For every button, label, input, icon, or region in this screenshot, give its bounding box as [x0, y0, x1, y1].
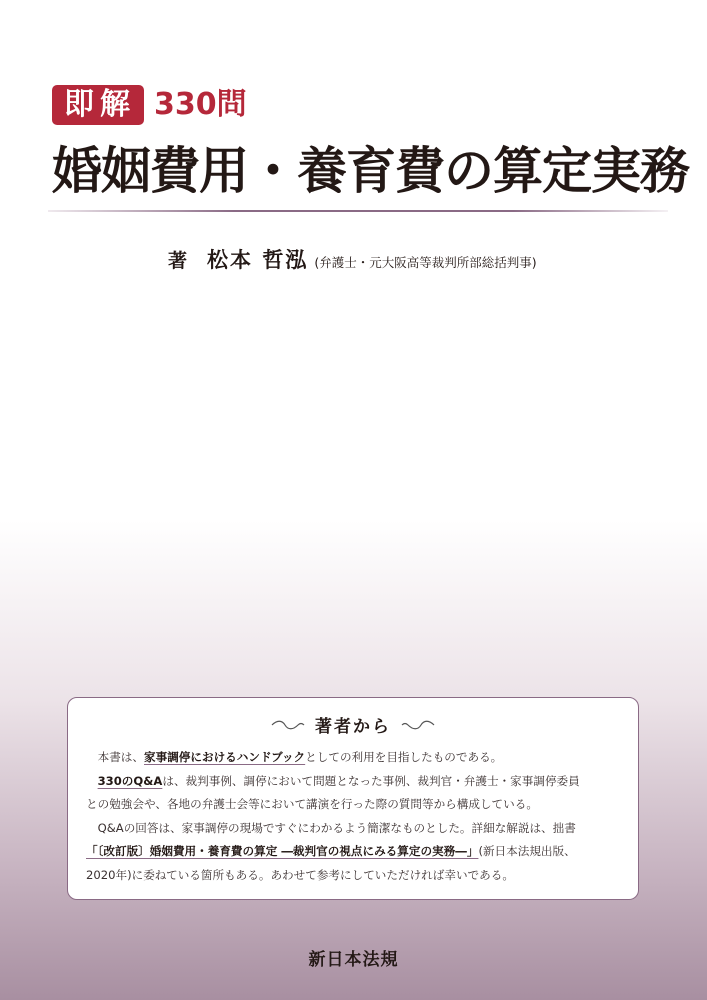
author-label: 著 [168, 250, 188, 272]
author-name: 松本 哲泓 [207, 248, 309, 272]
handbook-phrase: 家事調停におけるハンドブック [144, 750, 306, 764]
series-count: 330問 [154, 87, 247, 122]
message-line-3: との勉強会や、各地の弁護士会等において講演を行った際の質問等から構成している。 [86, 797, 538, 811]
message-line-1: 本書は、家事調停におけるハンドブックとしての利用を目指したものである。 [97, 750, 503, 764]
series-badge: 即解 [52, 85, 144, 125]
author-note: (弁護士・元大阪高等裁判所部総括判事) [314, 255, 537, 270]
message-line-2: 330のQ&Aは、裁判事例、調停において問題となった事例、裁判官・弁護士・家事調停委員 [97, 773, 580, 788]
message-line-5: 「〔改訂版〕婚姻費用・養育費の算定 ―裁判官の視点にみる算定の実務―」(新日本法規出版、 [86, 844, 576, 858]
message-heading-text: 著者から [315, 717, 391, 737]
publisher-name: 新日本法規 [308, 950, 399, 970]
message-heading [68, 712, 638, 737]
book-title: 婚姻費用・養育費の算定実務 [52, 141, 689, 200]
series-row [52, 84, 247, 126]
qa-phrase: 330のQ&A [97, 773, 163, 788]
message-line-4: Q&Aの回答は、家事調停の現場ですぐにわかるよう簡潔なものとした。詳細な解説は、拙書 [97, 820, 576, 835]
message-body [86, 746, 626, 887]
ornament-left-icon [271, 720, 305, 730]
message-line-6: 2020年)に委ねている箇所もある。あわせて参考にしていただければ幸いである。 [86, 867, 514, 882]
ornament-right-icon [401, 720, 435, 730]
author-line [168, 244, 537, 274]
author-message-box [67, 697, 639, 900]
title-divider [48, 210, 668, 212]
referenced-book-title: 「〔改訂版〕婚姻費用・養育費の算定 ―裁判官の視点にみる算定の実務―」 [86, 844, 479, 858]
